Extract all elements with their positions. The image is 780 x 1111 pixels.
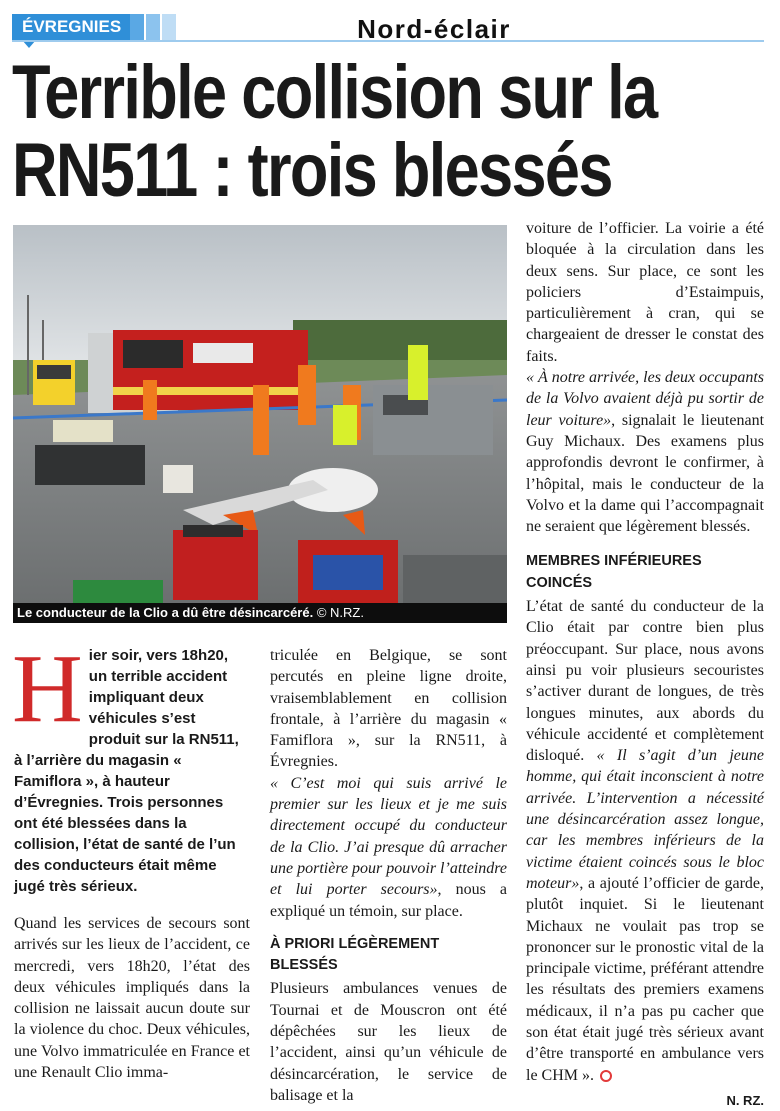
officer-attribution: , a ajouté l’officier de garde, plutôt inquiet. Si le lieutenant Michaux ne voulait pas trop se prononcer sur le pronostic vital de la principale victime, préférant attendre les résultats des premiers examens médicaux, il n’a pas pu cacher que son état était jugé très sérieux avant d’être transporté en ambulance vers le CHM ». <box>526 874 764 1084</box>
headline-line-1: Terrible collision sur la <box>12 50 657 135</box>
article-lead: ier soir, vers 18h20, un terrible accident impliquant deux véhicules s’est produit sur la RN511, à l’arrière du magasin « Famiflora », à hauteur d’Évregnies. Trois personnes ont été blessées dans la collision, l’état de santé de l’un des conducteurs était même jugé très sérieux. <box>14 647 239 895</box>
author-signoff: N. RZ. <box>726 1092 764 1108</box>
photo-credit: © N.RZ. <box>316 605 364 620</box>
article-paragraph: triculée en Belgique, se sont percutés en pleine ligne droite, vraisemblablement en collision frontale, à l’arrière du magasin « Famiflora », sur la RN511, à Évregnies. <box>270 647 507 771</box>
end-mark-icon <box>600 1070 612 1082</box>
photo-caption-text: Le conducteur de la Clio a dû être désincarcéré. <box>17 605 314 620</box>
article-column-1 <box>12 635 250 1083</box>
dropcap: H <box>12 635 83 743</box>
subheading-1: À PRIORI LÉGÈREMENT BLESSÉS <box>270 935 440 974</box>
section-tag: ÉVREGNIES <box>12 14 130 40</box>
article-column-3 <box>526 218 764 1111</box>
lieutenant-attribution: , signalait le lieutenant Guy Michaux. Des examens plus approfondis devront le confirmer, à l’hôpital, mais le conducteur de la Volvo et la dame qui l’accompagnait ne seraient que légèrement blessés. <box>526 411 765 536</box>
article-text: L’état de santé du conducteur de la Clio était par contre bien plus préoccupant. Sur place, nous avons ainsi pu voir plusieurs secouristes s’activer durant de longues, de très longues minutes, aux abords du véhicule accidenté et complètement disloqué. <box>526 598 764 765</box>
witness-attribution: , nous a expliqué un témoin, sur place. <box>270 881 507 920</box>
article-paragraph: Quand les services de secours sont arrivés sur les lieux de l’accident, ce mercredi, vers 18h20, l’état des deux véhicules impliqués dans la collision ne laissait aucun doute sur la violence du choc. Deux véhicules, une Volvo immatriculée en France et une Renault Clio imma- <box>14 915 250 1082</box>
article-paragraph <box>526 596 764 1086</box>
lieutenant-quote: « À notre arrivée, les deux occupants de la Volvo avaient déjà pu sortir de leur voiture» <box>526 369 765 429</box>
accident-scene-image <box>13 225 507 603</box>
headline <box>12 50 657 213</box>
masthead: Nord-éclair <box>357 14 511 44</box>
article-paragraph: voiture de l’officier. La voirie a été bloquée à la circulation dans les deux sens. Sur place, ce sont les policiers d’Estaimpuis, particulièrement à cran, qui se chargeaient de dresser le constat des faits. <box>526 220 764 365</box>
article-quote-paragraph <box>270 773 507 922</box>
headline-line-2: RN511 : trois blessés <box>12 128 612 213</box>
accident-photo <box>13 225 507 603</box>
officer-quote: « Il s’agit d’un jeune homme, qui était inconscient à notre arrivée. L’intervention a nécessité une désincarcération assez longue, car les membres inférieurs de la victime étaient coincés sous le bloc moteur» <box>526 747 765 892</box>
subheading-2: MEMBRES INFÉRIEURES COINCÉS <box>526 553 702 591</box>
article-quote-paragraph <box>526 367 764 537</box>
photo-caption <box>13 603 507 623</box>
article-paragraph: Plusieurs ambulances venues de Tournai et de Mouscron ont été dépêchées sur les lieux de l’accident, ainsi qu’un véhicule de désincarcération, le service de balisage et la <box>270 980 507 1104</box>
witness-quote: « C’est moi qui suis arrivé le premier sur les lieux et je me suis directement occupé du conducteur de la Clio. J’ai presque dû arracher une portière pour pouvoir l’atteindre et lui porter secours» <box>270 774 507 899</box>
article-column-2 <box>270 645 507 1106</box>
